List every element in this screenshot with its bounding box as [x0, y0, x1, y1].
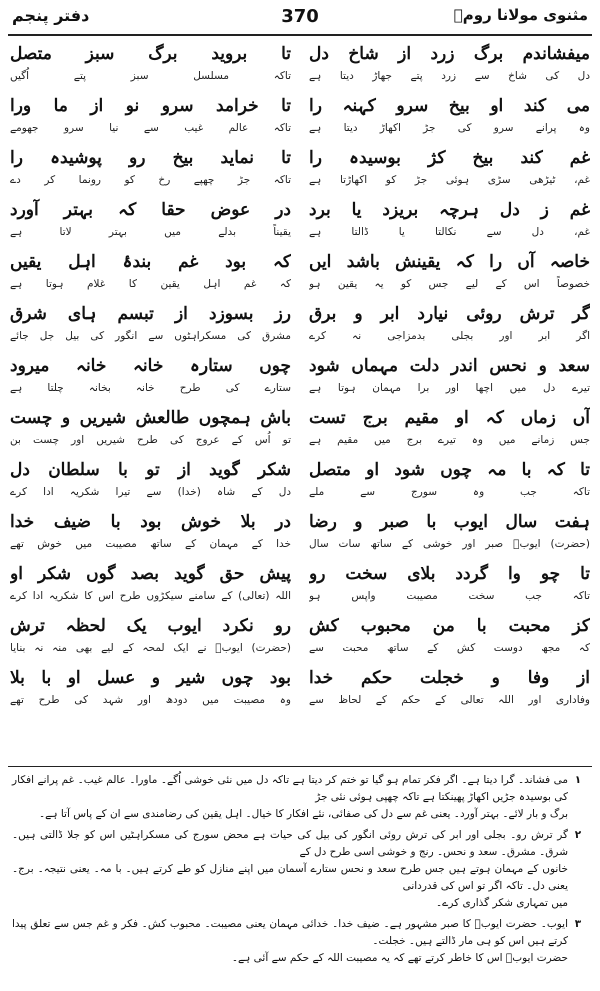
footnote-text — [12, 916, 568, 967]
urdu-translation: جس زمانے میں وہ تیرے برج میں مقیم ہے — [309, 434, 590, 446]
verse-pair — [309, 94, 590, 146]
persian-verse: می کند او بیخ سرو کہنہ را — [309, 96, 590, 116]
footnote — [12, 772, 588, 823]
persian-verse: پیش حق گوید بصد گوں شکر او — [10, 564, 291, 584]
persian-verse: کہ بود غم بندۂ اہل یقیں — [10, 252, 291, 272]
urdu-translation: ستارے کی طرح خانہ بخانہ چلتا ہے — [10, 382, 291, 394]
urdu-translation: تاکہ جڑ چھپے رخ کو رونما کر دے — [10, 174, 291, 186]
persian-verse: خاصہ آں را کہ یقینش باشد ایں — [309, 252, 590, 272]
persian-verse: کز محبت با من محبوب کش — [309, 616, 590, 636]
persian-verse: شکر گوید از تو با سلطان دل — [10, 460, 291, 480]
urdu-translation: وہ مصیبت میں دودھ اور شہد کی طرح تھے — [10, 694, 291, 706]
verse-pair — [10, 250, 291, 302]
urdu-translation: مشرق کی مسکراہٹوں سے انگور کی بیل جل جائے — [10, 330, 291, 342]
persian-verse: از وفا و خجلت حکم خدا — [309, 668, 590, 688]
verse-pair — [10, 614, 291, 666]
verse-pair — [309, 458, 590, 510]
footnote-line: برگ و بار لائے۔ بہتر آورد۔ یعنی غم سے دل کی صفائی، نئے افکار کا خیال۔ اہل یقین کی رضامندی سے ان کے پاس آتا ہے۔ — [39, 808, 568, 820]
persian-verse: تا کہ با مہ چوں شود او متصل — [309, 460, 590, 480]
verse-pair — [10, 94, 291, 146]
urdu-translation: دل کے شاہ (خدا) سے تیرا شکریہ ادا کرے — [10, 486, 291, 498]
urdu-translation: کہ مجھ دوست کش کے ساتھ محبت سے — [309, 642, 590, 654]
persian-verse: گر ترش روئی نیارد ابر و برق — [309, 304, 590, 324]
persian-verse: بود چوں شیر و عسل او با بلا — [10, 668, 291, 688]
footnote-line: ایوب۔ حضرت ایوبؑ کا صبر مشہور ہے۔ ضیف خدا۔ خدائی مہمان یعنی مصیبت۔ محبوب کش۔ فکر و غم جس سے تعلق پیدا کرتے ہیں اس کو ہی مار ڈالتے ہیں۔ خجلت۔ — [12, 918, 568, 947]
verse-pair — [309, 614, 590, 666]
footnotes-section — [12, 772, 588, 971]
urdu-translation: (حضرت) ایوبؑ نے ایک لمحہ کے لیے بھی منہ نہ بنایا — [10, 642, 291, 654]
page-header — [0, 0, 600, 36]
footnote-line: میں تمہاری شکر گذاری کرے۔ — [436, 897, 568, 909]
verse-pair — [309, 666, 590, 718]
verse-pair — [10, 198, 291, 250]
verse-pair — [309, 198, 590, 250]
verse-pair — [309, 406, 590, 458]
footnote-text — [12, 827, 568, 912]
urdu-translation: تاکہ جب سخت مصیبت واپس ہو — [309, 590, 590, 602]
urdu-translation: وہ پرانے سرو کی جڑ اکھاڑ دیتا ہے — [309, 122, 590, 134]
footnote-number: ۱ — [574, 774, 582, 786]
footnote-text — [12, 772, 568, 823]
persian-verse: تا نماید بیخ رو پوشیدہ را — [10, 148, 291, 168]
urdu-translation: اگر ابر اور بجلی بدمزاجی نہ کرے — [309, 330, 590, 342]
footnote-line: حضرت ایوبؑ اس کا خاطر کرتے تھے کہ یہ مصیبت اللہ کے حکم سے آئی ہے۔ — [231, 952, 568, 964]
verse-pair — [10, 562, 291, 614]
verse-grid — [10, 42, 590, 762]
persian-verse: باش ہمچوں طالعش شیریں و چست — [10, 408, 291, 428]
verse-pair — [309, 146, 590, 198]
verse-pair — [309, 354, 590, 406]
urdu-translation: تو اُس کے عروج کی طرح شیریں اور چست بن — [10, 434, 291, 446]
footnote — [12, 827, 588, 912]
persian-verse: تا خرامد سرو نو از ما ورا — [10, 96, 291, 116]
urdu-translation: دل کی شاخ سے زرد پتے جھاڑ دیتا ہے — [309, 70, 590, 82]
urdu-translation: تاکہ مسلسل سبز پتے اُگیں — [10, 70, 291, 82]
persian-verse: در عوض حقا کہ بہتر آورد — [10, 200, 291, 220]
persian-verse: تا چو وا گردد بلای سخت رو — [309, 564, 590, 584]
footnote-number: ۳ — [574, 918, 582, 930]
persian-verse: آں زماں کہ او مقیم برج تست — [309, 408, 590, 428]
urdu-translation: غم، دل سے نکالتا یا ڈالتا ہے — [309, 226, 590, 238]
verse-pair — [10, 458, 291, 510]
urdu-translation: خصوصاً اس کے لیے جس کو یہ یقین ہو — [309, 278, 590, 290]
urdu-translation: خدا کے مہمان کے ساتھ مصیبت میں خوش تھے — [10, 538, 291, 550]
verse-pair — [309, 250, 590, 302]
urdu-translation: یقیناً بدلے میں بہتر لاتا ہے — [10, 226, 291, 238]
persian-verse: تا بروید برگ سبز متصل — [10, 44, 291, 64]
verse-pair — [10, 510, 291, 562]
persian-verse: رو نکرد ایوب یک لحظہ ترش — [10, 616, 291, 636]
verse-pair — [10, 42, 291, 94]
urdu-translation: وفاداری اور اللہ تعالی کے حکم کے لحاظ سے — [309, 694, 590, 706]
persian-verse: میفشاندم برگ زرد از شاخ دل — [309, 44, 590, 64]
persian-verse: چوں ستارہ خانہ خانہ میرود — [10, 356, 291, 376]
verse-pair — [10, 146, 291, 198]
verse-pair — [10, 666, 291, 718]
verse-pair — [10, 354, 291, 406]
urdu-translation: تاکہ عالم غیب سے نیا سرو جھومے — [10, 122, 291, 134]
footnote-line: گر ترش رو۔ بجلی اور ابر کی ترش روئی انگور کی بیل کی حیات ہے محض سورج کی مسکراہٹیں اس کو جلا ڈالتی ہیں۔ شرق۔ مشرق۔ سعد و نحس۔ رنج و خوشی اسی طرح دل کے — [12, 829, 568, 858]
footnote-line: خانوں کے مہمان ہوتے ہیں جس طرح سعد و نحس ستارے آسمان میں اپنے منازل کو طے کرتے ہیں۔ با مہ۔ یعنی نتیجہ۔ برج۔ یعنی دل۔ تاکہ اگر تو اس کی قدردانی — [12, 863, 568, 892]
page-number: 370 — [281, 6, 319, 27]
right-verse-column — [309, 42, 590, 762]
urdu-translation: کہ غم اہل یقین کا غلام ہوتا ہے — [10, 278, 291, 290]
urdu-translation: غم، ٹیڑھی سڑی ہوئی جڑ کو اکھاڑتا ہے — [309, 174, 590, 186]
persian-verse: رز بسوزد از تبسم ہای شرق — [10, 304, 291, 324]
urdu-translation: تیرے دل میں اچھا اور برا مہمان ہوتا ہے — [309, 382, 590, 394]
footnote — [12, 916, 588, 967]
footnote-line: می فشاند۔ گرا دیتا ہے۔ اگر فکر تمام ہو گیا تو ختم کر دیتا ہے تاکہ دل میں نئی خوشی اُگے۔ ماورا۔ عالم غیب۔ غم پرانے افکار کی بوسیدہ جڑیں اکھاڑ پھینکتا ہے تاکہ چھپی ہوئی نئی جڑ — [12, 774, 568, 803]
footnote-divider — [8, 766, 592, 767]
urdu-translation: اللہ (تعالی) کے سامنے سیکڑوں طرح اس کا شکریہ ادا کرے — [10, 590, 291, 602]
verse-pair — [10, 406, 291, 458]
persian-verse: سعد و نحس اندر دلت مہماں شود — [309, 356, 590, 376]
left-verse-column — [10, 42, 291, 762]
urdu-translation: (حضرت) ایوبؑ صبر اور خوشی کے ساتھ سات سال — [309, 538, 590, 550]
footnote-number: ۲ — [574, 829, 582, 841]
persian-verse: ہفت سال ایوب با صبر و رضا — [309, 512, 590, 532]
header-divider — [8, 34, 592, 36]
persian-verse: غم ز دل ہرچہ بریزد یا برد — [309, 200, 590, 220]
verse-pair — [309, 562, 590, 614]
verse-pair — [309, 510, 590, 562]
verse-pair — [10, 302, 291, 354]
book-title: مثنوی مولانا رومؒ — [453, 6, 588, 24]
verse-pair — [309, 42, 590, 94]
book-part-title: دفتر پنجم — [12, 6, 90, 25]
verse-pair — [309, 302, 590, 354]
persian-verse: در بلا خوش بود با ضیف خدا — [10, 512, 291, 532]
urdu-translation: تاکہ جب وہ سورج سے ملے — [309, 486, 590, 498]
persian-verse: غم کند بیخ کژ بوسیدہ را — [309, 148, 590, 168]
